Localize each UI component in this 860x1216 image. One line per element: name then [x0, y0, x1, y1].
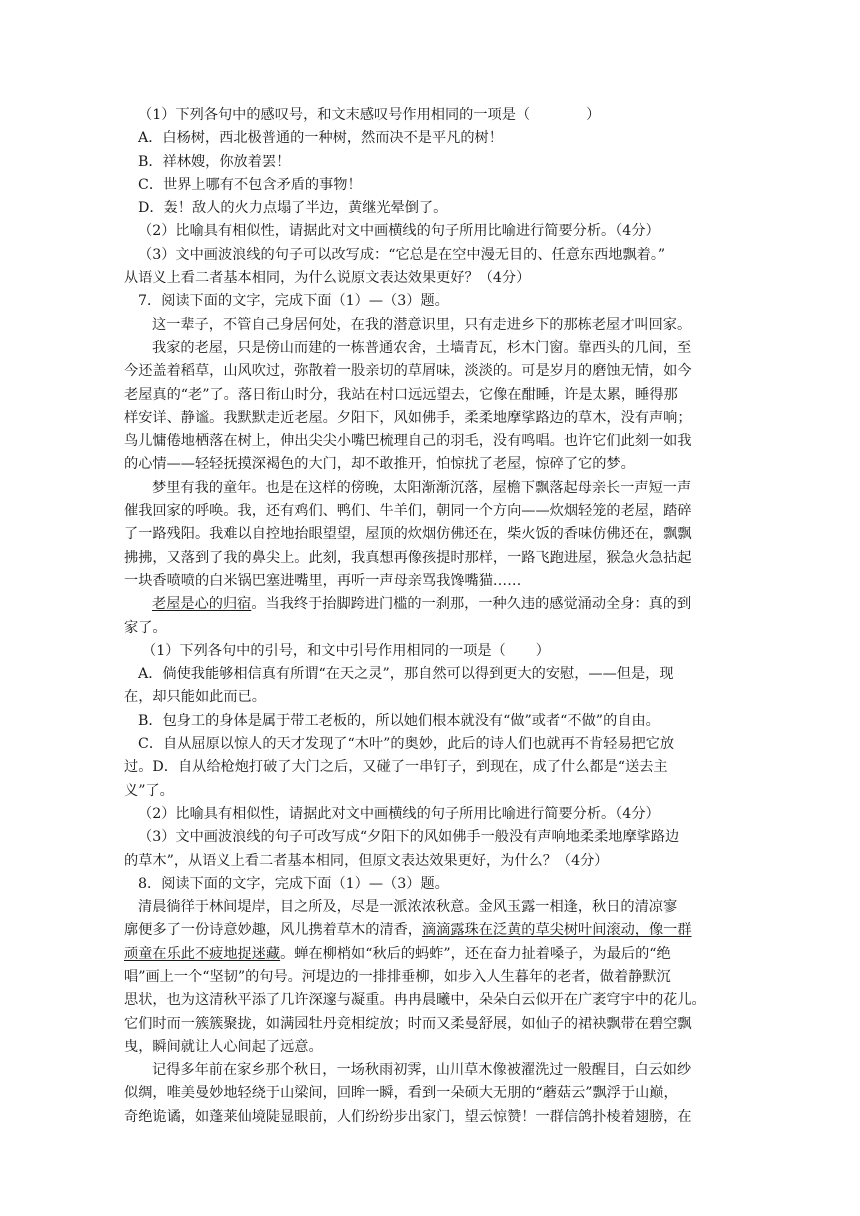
q7-passage-p2-line1: 我家的老屋，只是傍山而建的一栋普通农舍，土墙青瓦，杉木门窗。靠西头的几间，至	[152, 339, 692, 356]
q7-passage-p3-line2: 催我回家的呼唤。我，还有鸡们、鸭们、牛羊们，朝同一个方向——炊烟轻笼的老屋，踏碎	[124, 503, 692, 520]
q8-passage-p1-line7: 曳，瞬间就让人心间起了远意。	[124, 1038, 323, 1055]
q7-intro: 7．阅读下面的文字，完成下面（1）—（3）题。	[138, 293, 449, 310]
q8-passage-p1-line3: 顽童在乐此不疲地捉迷藏。蝉在柳梢如“秋后的蚂蚱”，还在奋力扯着嗓子，为最后的“绝	[124, 945, 671, 962]
q7-passage-p2-line4: 样安详、静谧。我默默走近老屋。夕阳下，风如佛手，柔柔地摩挲路边的草木，没有声响；	[124, 409, 692, 426]
q7-passage-p2-line6: 的心情——轻轻抚摸深褐色的大门，却不敢推开，怕惊扰了老屋，惊碎了它的梦。	[124, 456, 635, 473]
q7-passage-p3-line5: 一块香喷喷的白米锅巴塞进嘴里，再听一声母亲骂我馋嘴猫……	[124, 572, 522, 589]
q7-option-c-line1: C．自从屈原以惊人的天才发现了“木叶”的奥妙，此后的诗人们也就再不肯轻易把它放	[138, 736, 675, 753]
q8-passage-p2-line2: 似绸，唯美曼妙地轻绕于山梁间，回眸一瞬，看到一朵硕大无朋的“蘑菇云”飘浮于山巅，	[124, 1085, 678, 1102]
q8-passage-p1-line4: 唱”画上一个“坚韧”的句号。河堤边的一排排垂柳，如步入人生暮年的老者，做着静默沉	[124, 968, 671, 985]
q6-sub3-line1: （3）文中画波浪线的句子可以改写成：“它总是在空中漫无目的、任意东西地飘着。”	[138, 246, 666, 263]
q6-option-b: B．祥林嫂，你放着罢！	[138, 153, 291, 170]
q7-passage-p3-line3: 了一路残阳。我难以自控地抬眼望望，屋顶的炊烟仿佛还在，柴火饭的香味仿佛还在，飘飘	[124, 526, 692, 543]
q8-passage-p1-line5: 思状，也为这清秋平添了几许深邃与凝重。冉冉晨曦中，朵朵白云似开在广袤穹宇中的花儿。	[124, 992, 706, 1009]
q7-option-d-line2: 义”了。	[124, 782, 174, 799]
q7-passage-p2-line2: 今还盖着稻草，山风吹过，弥散着一股亲切的草屑味，淡淡的。可是岁月的磨蚀无情，如今	[124, 363, 692, 380]
q7-option-b: B．包身工的身体是属于带工老板的，所以她们根本就没有“做”或者“不做”的自由。	[138, 712, 660, 729]
q8-passage-p1-line1: 清晨徜徉于林间堤岸，目之所及，尽是一派浓浓秋意。金风玉露一相逢，秋日的清凉寥	[138, 899, 678, 916]
q6-option-d: D．轰！敌人的火力点塌了半边，黄继光晕倒了。	[138, 200, 448, 217]
q8-passage-p2-line3: 奇绝诡谲，如蓬莱仙境陡显眼前，人们纷纷步出家门，望云惊赞！一群信鸽扑棱着翅膀，在	[124, 1108, 692, 1125]
q7-passage-p4-line1: 老屋是心的归宿。当我终于抬脚跨进门槛的一刹那，一种久违的感觉涌动全身：真的到	[152, 596, 692, 613]
q6-sub1: （1）下列各句中的感叹号，和文末感叹号作用相同的一项是（ ）	[138, 107, 601, 123]
q7-passage-p4-line2: 家了。	[124, 619, 167, 636]
q7-option-a-line2: 在，却只能如此而已。	[124, 689, 266, 706]
q7-sub1: （1）下列各句中的引号，和文中引号作用相同的一项是（ ）	[142, 642, 550, 659]
q8-passage-p1-line2: 廓便多了一份诗意妙趣，风儿携着草木的清香，滴滴露珠在泛黄的草尖树叶间滚动，像一群	[124, 922, 692, 939]
underlined-sentence: 滴滴露珠在泛黄的草尖树叶间滚动，像一群	[421, 922, 692, 939]
q6-sub3-line2: 从语义上看二者基本相同，为什么说原文表达效果更好？（4分）	[124, 270, 531, 287]
underlined-sentence-cont: 顽童在乐此不疲地捉迷藏	[124, 945, 281, 962]
underlined-sentence: 老屋是心的归宿	[152, 596, 252, 613]
q7-passage-p2-line3: 老屋真的“老”了。落日衔山时分，我站在村口远远望去，它像在酣睡，许是太累，睡得那	[124, 386, 678, 403]
q6-sub2: （2）比喻具有相似性，请据此对文中画横线的句子所用比喻进行简要分析。（4分）	[138, 223, 660, 240]
q6-option-c: C．世界上哪有不包含矛盾的事物！	[138, 176, 362, 193]
q6-option-a: A．白杨树，西北极普通的一种树，然而决不是平凡的树！	[138, 130, 503, 147]
q7-passage-p1: 这一辈子，不管自己身居何处，在我的潜意识里，只有走进乡下的那栋老屋才叫回家。	[152, 316, 692, 333]
document-page	[124, 104, 738, 1129]
q7-passage-p2-line5: 鸟儿慵倦地栖落在树上，伸出尖尖小嘴巴梳理自己的羽毛，没有鸣唱。也许它们此刻一如我	[124, 433, 692, 450]
q8-intro: 8．阅读下面的文字，完成下面（1）—（3）题。	[138, 875, 449, 892]
q7-sub3-line2: 的草木”，从语义上看二者基本相同，但原文表达效果更好，为什么？（4分）	[124, 852, 609, 869]
q8-passage-p2-line1: 记得多年前在家乡那个秋日，一场秋雨初霁，山川草木像被濯洗过一般醒目，白云如纱	[152, 1062, 692, 1079]
q7-passage-p3-line4: 拂拂，又落到了我的鼻尖上。此刻，我真想再像孩提时那样，一路飞跑进屋，猴急火急拈起	[124, 549, 692, 566]
q7-sub3-line1: （3）文中画波浪线的句子可改写成“夕阳下的风如佛手一般没有声响地柔柔地摩挲路边	[138, 829, 680, 846]
q7-option-a-line1: A．倘使我能够相信真有所谓“在天之灵”，那自然可以得到更大的安慰，——但是，现	[138, 666, 674, 683]
q7-option-c-line2: 过。D．自从给枪炮打破了大门之后，又碰了一串钉子，到现在，成了什么都是“送去主	[124, 759, 668, 776]
q8-passage-p1-line6: 它们时而一簇簇聚拢，如满园牡丹竞相绽放；时而又柔曼舒展，如仙子的裙袂飘带在碧空飘	[124, 1015, 692, 1032]
q7-passage-p3-line1: 梦里有我的童年。也是在这样的傍晚，太阳渐渐沉落，屋檐下飘落起母亲长一声短一声	[152, 479, 692, 496]
q7-sub2: （2）比喻具有相似性，请据此对文中画横线的句子所用比喻进行简要分析。（4分）	[138, 805, 660, 822]
